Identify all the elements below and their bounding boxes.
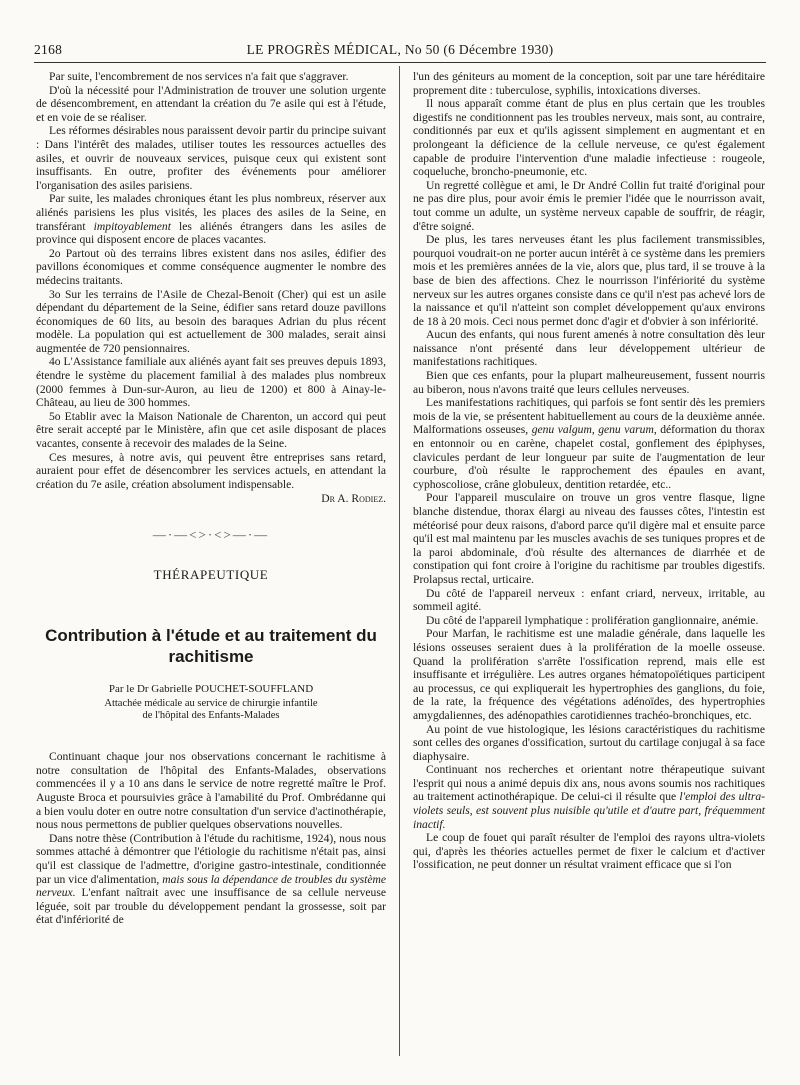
left-column — [36, 70, 386, 927]
ornament-divider: —·—<>·<>—·— — [152, 527, 270, 542]
paragraph: Pour l'appareil musculaire on trouve un gros ventre flasque, ligne blanche distendue, thorax élargi au niveau des fausses côtes, l'intestin est météorisé pour deux raisons, d'abord parce qu'il digère mal et ensuite parce qu'il est mal maintenu par les muscles avachis de ses tuniques propres et de la paroi abdominale, d'où résulte des alternances de diarrhée et de constipation qui font croire à l'origine du rachitisme par troubles digestifs. Prolapsus rectal, urticaire. — [413, 491, 765, 586]
paragraph: Par suite, l'encombrement de nos services n'a fait que s'aggraver. — [49, 70, 349, 83]
paragraph: Par suite, les malades chroniques étant les plus nombreux, réserver aux aliénés parisiens les plus visités, les places des asiles de la Seine, en transférant impitoyablement les aliénés étrangers dans les asiles de province qui disposent encore de places vacantes. — [36, 192, 386, 247]
paragraph: Il nous apparaît comme étant de plus en plus certain que les troubles digestifs ne conditionnent pas les troubles nerveux, mais sont, au contraire, conditionnés par eux et qu'ils agissent simplement en augmentant et en prolongeant la déficience de la cellule nerveuse, ce qu'est également capable de produire l'intervention d'une maladie infectieuse : rougeole, coqueluche, broncho-pneumonie, etc. — [413, 97, 765, 179]
paragraph: 4o L'Assistance familiale aux aliénés ayant fait ses preuves depuis 1893, étendre le système du placement familial à des malades plus nombreux (2000 femmes à Dun-sur-Auron, au lieu de 1200) et 800 à Ainay-le-Château, au lieu de 300 hommes. — [36, 355, 386, 410]
paragraph: Au point de vue histologique, les lésions caractéristiques du rachitisme sont celles des organes d'ossification, surtout du cartilage conjugal à sa face diaphysaire. — [413, 722, 765, 763]
byline: Par le Dr Gabrielle POUCHET-SOUFFLAND — [108, 683, 314, 696]
paragraph: D'où la nécessité pour l'Administration de trouver une solution urgente de désencombrement, en attendant la création du 7e asile qui est à l'étude, et en voie de se réaliser. — [36, 83, 386, 124]
paragraph: 2o Partout où des terrains libres existent dans nos asiles, édifier des pavillons économiques et comme conséquence augmenter le nombre des médecins traitants. — [36, 246, 386, 287]
paragraph: De plus, les tares nerveuses étant les plus facilement transmissibles, pourquoi voudrait-on ne porter aucun intérêt à ce système dans les premiers mois et les premières années de la vie, alors que, plus tard, il se trouve à la base de bien des affections. Chez le nourrisson l'infériorité du système nerveux sur les autres organes consiste dans ce qu'il n'est pas achevé lors de la naissance et qu'il n'atteint son complet développement qu'aux environs de 18 à 20 mois. Ceci nous permet donc d'agir et d'obvier à son infériorité. — [413, 233, 765, 328]
paragraph: Bien que ces enfants, pour la plupart malheureusement, fussent nourris au biberon, nous n'avons traité que leurs cellules nerveuses. — [413, 369, 765, 396]
paragraph: Les réformes désirables nous paraissent devoir partir du principe suivant : Dans l'intérêt des malades, utiliser toutes les ressources actuelles des asiles, et ouvrir de nouveaux services, puisque ceux qui existent sont insuffisants. En outre, profiter des événements pour améliorer l'organisation des asiles parisiens. — [36, 124, 386, 192]
running-header — [34, 38, 766, 63]
page-number: 2168 — [34, 42, 63, 57]
paragraph: l'un des géniteurs au moment de la conception, soit par une tare héréditaire proprement dite : tuberculose, syphilis, intoxications diverses. — [413, 70, 765, 97]
author-signature: Dr A. Rodiez. — [321, 492, 386, 506]
right-column — [413, 70, 765, 872]
running-title: LE PROGRÈS MÉDICAL, No 50 (6 Décembre 1930) — [246, 42, 554, 57]
paragraph: Continuant chaque jour nos observations concernant le rachitisme à notre consultation de l'hôpital des Enfants-Malades, observations commencées il y a 10 ans dans le service de notre regretté maître le Prof. Auguste Broca et poursuivies grâce à l'amabilité du Prof. Ombrédanne qui a bien voulu doter en outre notre consultation d'un service d'actinothérapie, nous nous permettons de publier quelques observations nouvelles. — [36, 750, 386, 832]
paragraph: Aucun des enfants, qui nous furent amenés à notre consultation dès leur naissance n'ont présenté dans leur développement ultérieur de manifestations rachitiques. — [413, 328, 765, 369]
affiliation-line: de l'hôpital des Enfants-Malades — [142, 710, 280, 722]
paragraph: Du côté de l'appareil nerveux : enfant criard, nerveux, irritable, au sommeil agité. — [413, 586, 765, 614]
section-heading: THÉRAPEUTIQUE — [153, 566, 269, 582]
paragraph: 5o Etablir avec la Maison Nationale de Charenton, un accord qui peut être serait accepté par le Ministère, afin que cet asile disposant de places vacantes, consente à recevoir des malades de la Seine. — [36, 409, 386, 451]
paragraph: Les manifestations rachitiques, qui parfois se font sentir dès les premiers mois de la vie, se présentent habituellement au cours de la deuxième année. Malformations osseuses, genu valgum, genu varum, déformation du thorax en entonnoir ou en carène, chapelet costal, gonflement des épiphyses, clavicules perdant de leur longueur par suite de l'augmentation de leur courbure, d'où résulte le rapprochement des épaules en avant, cyphoscoliose, crâne globuleux, dentition retardée, etc.. — [413, 396, 766, 491]
column-divider — [399, 66, 400, 1056]
paragraph: Dans notre thèse (Contribution à l'étude du rachitisme, 1924), nous nous sommes attaché à démontrer que l'étiologie du rachitisme n'était pas, ainsi qu'il est classique de l'admettre, d'origine gastro-intestinale, conditionnée par un vice d'alimentation, mais sous la dépendance de troubles du système nerveux. L'enfant naîtrait avec une insuffisance de sa cellule nerveuse léguée, soit par trouble du développement pendant la grossesse, soit par état d'infériorité de — [36, 831, 386, 927]
paragraph: Ces mesures, à notre avis, qui peuvent être entreprises sans retard, auraient pour effet de désencombrer les services actuels, en attendant la création du 7e asile, création absolument indispensable. — [36, 450, 386, 491]
affiliation-line: Attachée médicale au service de chirurgie infantile — [104, 698, 318, 710]
paragraph: Continuant nos recherches et orientant notre thérapeutique suivant l'esprit qui nous a animé depuis dix ans, nous avons soumis nos rachitiques au traitement actinothérapique. De celui-ci il résulte que l'emploi des ultra-violets seuls, est souvent plus nuisible qu'utile et d'autre part, fréquemment inactif. — [413, 763, 765, 831]
paragraph: Pour Marfan, le rachitisme est une maladie générale, dans laquelle les lésions osseuses seraient dues à la prolifération de la moelle osseuse. Quand la prolifération s'arrête l'ossification reprend, mais elle est insuffisante et irrégulière. Les autres organes hématopoïétiques participent au processus, ce qui expliquerait les hypertrophies des ganglions, du foie, de la rate, la fréquence des végétations adénoïdes, des hypertrophies amygdaliennes, des adénopathies carotidiennes trachéo-bronchiques, etc. — [413, 627, 765, 722]
paragraph: 3o Sur les terrains de l'Asile de Chezal-Benoit (Cher) qui est un asile dépendant du département de la Seine, édifier sans retard douze pavillons économiques de 60 lits, au besoin des baraques Adrian du plus récent modèle. La population qui est actuellement de 300 malades, serait ainsi augmentée de 720 pensionnaires. — [36, 287, 386, 355]
paragraph: Du côté de l'appareil lymphatique : prolifération ganglionnaire, anémie. — [426, 613, 759, 627]
paragraph: Un regretté collègue et ami, le Dr André Collin fut traité d'original pour ne pas dire plus, pour avoir émis le premier l'idée que le nourrisson avait, tout comme un adulte, un système nerveux capable de souffrir, de réagir, d'être soigné. — [413, 178, 765, 233]
affiliation — [36, 698, 386, 722]
article-title: Contribution à l'étude et au traitement du rachitisme — [45, 626, 377, 667]
paragraph: Le coup de fouet qui paraît résulter de l'emploi des rayons ultra-violets qui, d'après les théories actuelles permet de fixer le calcium et d'activer l'ossification, ne peut donner un résultat vraiment efficace que si l'on — [413, 831, 765, 872]
